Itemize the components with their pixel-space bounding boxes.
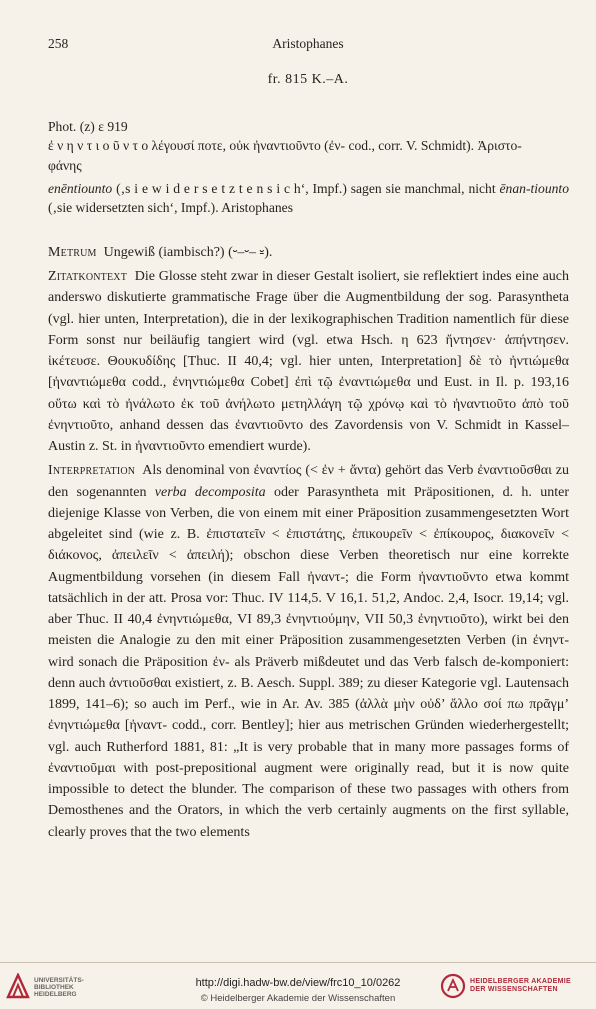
transliteration: ēnan-tiounto — [499, 181, 569, 196]
interpretation-section — [48, 460, 569, 843]
translation-gloss: (‚s i e w i d e r s e t z t e n s i c h‘, Impf.) sagen sie manchmal, nicht — [112, 181, 500, 196]
source-line: Phot. (z) ε 919 — [48, 119, 128, 134]
academy-logo[interactable] — [440, 973, 590, 1003]
metrum-text: Ungewiß (iambisch?) (⏑–⏑– ⏓). — [103, 245, 273, 260]
commentary — [48, 266, 569, 843]
interpretation-text: oder Parasyntheta mit Präpositionen, d. h. unter diejenige Klasse von Verben, die von einem mit einer Präposition zusammengesetzten Wort abgeleitet sind (wie z. B. ἐπιστατεῖν < ἐπιστάτης, ἐπικουρεῖν < ἐπίκουρος, διακονεῖν < διάκονος, ἀπειλεῖν < ἀπειλή); obschon diese Verben theoretisch nur eine korrekte Augmentbildung vorsehen (in diesem Fall ἠναντ-; die Form ἠναντιοῦντο etwa kommt tatsächlich in der att. Prosa vor: Thuc. IV 114,5. V 16,1. 51,2, Andoc. 2,4, Isocr. 19,14; vgl. aber Thuc. II 40,4 ἐνηντιώμεθα, VI 89,3 ἐνηντιούμην, VII 50,3 ἐνηντιοῦτο), wirkt bei den meisten die Analogie zu den mit einer Präposition zusammengesetzten Verben (in ἐνηντ- wird sonach die Präposition ἐν- als Präverb mißdeutet und das Verb falsch de-komponiert: denn auch ἀντιοῦσθαι existiert, z. B. Aesch. Suppl. 389; zu dieser Kategorie vgl. Lautensach 1899, 141–6); so auch im Perf., wie in Ar. Av. 385 (ἀλλὰ μὴν οὐδ’ ἄλλο σοί πω πρᾶγμ’ ἐνηντιώμεθα [ἠναντ- codd., corr. Bentley]; hier aus metrischen Gründen wiederhergestellt; vgl. auch Rutherford 1881, 81: „It is very probable that in many more passages forms of ἐναντιοῦμαι with post-prepositional augment were originally read, but it is now quite impossible to detect the blunder. The comparison of these two passages with others from Demosthenes and the Orators, in which the verb certainly augments on the first syllable, clearly proves that the two elements — [48, 484, 569, 840]
interpretation-text: Als denominal von ἐναντίος (< ἐν + ἄντα) gehört das Verb ἐναντιοῦσθαι zu den sogenannten — [48, 463, 570, 500]
translation-gloss: (‚sie widersetzten sich‘, Impf.). Aristophanes — [48, 200, 293, 216]
translation — [48, 179, 569, 218]
zitatkontext-text: Die Glosse steht zwar in dieser Gestalt isoliert, sie reflektiert indes eine auch anderswo diskutierte grammatische Frage über die Augmentbildung der sog. Parasyntheta (vgl. hier unten, Interpretation), die in der lexikographischen Tradition namentlich für diese Form sonst nur beiläufig tangiert wird (vgl. etwa Hsch. η 623 ἤντησεν· ἀπήντησεν. ἱκέτευσε. Θουκυδίδης [Thuc. II 40,4; vgl. hier unten, Interpretation] δὲ τὸ ἠντιώμεθα [ἠναντιώμεθα codd., ἐνηντιώμεθα Cobet] ἐπὶ τῷ ἐναντιώμεθα und Eust. in Il. p. 193,16 οὕτω καὶ τὸ ἠνάλωτο ἐκ τοῦ ἀνήλωτο μετηλλάγη τῷ χρόνῳ καὶ τὸ ἠναντιοῦτο ἀπὸ τοῦ ἐνηντιοῦτο, anhand dessen das ἐναντιοῦντο des Zavordensis von V. Schmidt in Kassel–Austin z. St. in ἠναντιοῦντο emendiert wurde). — [48, 269, 570, 454]
permalink[interactable]: http://digi.hadw-bw.de/view/frc10_10/0262 — [195, 977, 401, 989]
digitization-footer — [0, 962, 596, 1009]
page-number: 258 — [48, 36, 69, 51]
transliteration: enēntiounto — [48, 181, 113, 196]
metrum-section — [48, 242, 569, 263]
source-line: φάνης — [48, 157, 82, 173]
running-author: Aristophanes — [272, 36, 344, 51]
running-header — [48, 36, 568, 54]
interpretation-term: verba decomposita — [154, 484, 266, 500]
translation-text — [48, 179, 569, 218]
source-line: ἐ ν η ν τ ι ο ῦ ν τ ο λέγουσί ποτε, οὐκ ἠναντιοῦντο (ἐν- cod., corr. V. Schmidt). Ἀριστο- — [48, 138, 522, 154]
source-testimony — [48, 117, 569, 175]
academy-logo-line: HEIDELBERGER AKADEMIE — [470, 978, 571, 985]
academy-emblem-icon — [440, 973, 466, 999]
zitatkontext-section — [48, 266, 569, 457]
section-label: Interpretation — [48, 463, 136, 479]
section-label: Metrum — [48, 245, 97, 260]
library-logo-text: UNIVERSITÄTS- BIBLIOTHEK HEIDELBERG — [34, 977, 84, 998]
copyright-notice: © Heidelberger Akademie der Wissenschaften — [200, 993, 396, 1004]
academy-logo-text — [470, 978, 571, 994]
section-label: Zitatkontext — [48, 269, 128, 284]
fragment-title: fr. 815 K.–A. — [267, 72, 349, 87]
academy-logo-line: DER WISSENSCHAFTEN — [470, 986, 558, 993]
